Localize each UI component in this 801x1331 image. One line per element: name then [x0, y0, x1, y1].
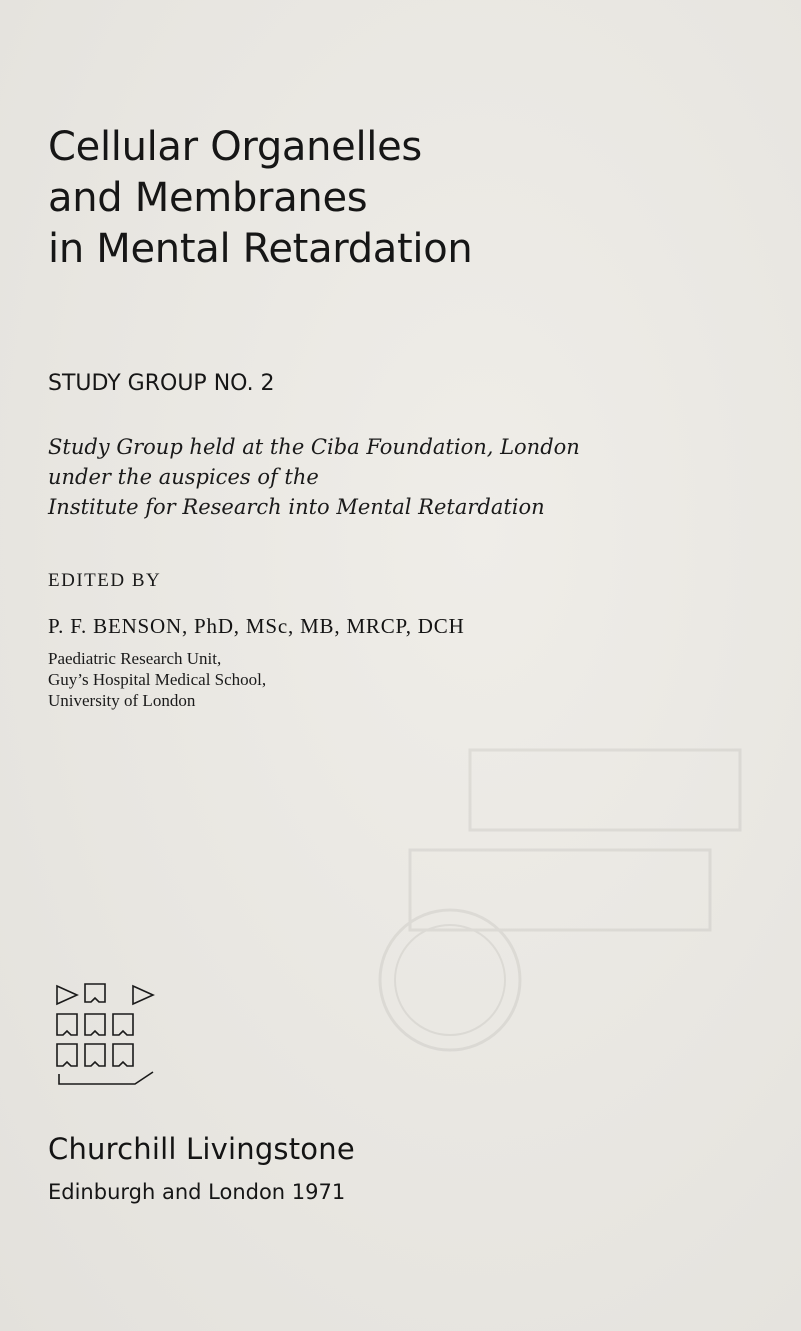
study-group-number: STUDY GROUP NO. 2 [48, 371, 275, 396]
title-line-3: in Mental Retardation [48, 226, 473, 272]
publisher-name: Churchill Livingstone [48, 1132, 355, 1166]
subtitle-line-3: Institute for Research into Mental Retardation [48, 495, 545, 519]
publisher-place-year: Edinburgh and London 1971 [48, 1180, 346, 1204]
study-group-description [48, 432, 748, 522]
title-line-1: Cellular Organelles [48, 124, 422, 170]
subtitle-line-2: under the auspices of the [48, 465, 319, 489]
editor-name: P. F. BENSON, PhD, MSc, MB, MRCP, DCH [48, 614, 465, 638]
library-stamp-watermark [300, 740, 780, 1060]
book-title [48, 122, 748, 275]
affiliation-line-1: Paediatric Research Unit, [48, 649, 222, 668]
title-line-2: and Membranes [48, 175, 368, 221]
subtitle-line-1: Study Group held at the Ciba Foundation, London [48, 435, 580, 459]
editor-affiliation [48, 648, 266, 711]
publisher-logo-icon [55, 980, 165, 1115]
affiliation-line-3: University of London [48, 691, 196, 710]
edited-by-label: EDITED BY [48, 570, 162, 591]
affiliation-line-2: Guy’s Hospital Medical School, [48, 670, 267, 689]
